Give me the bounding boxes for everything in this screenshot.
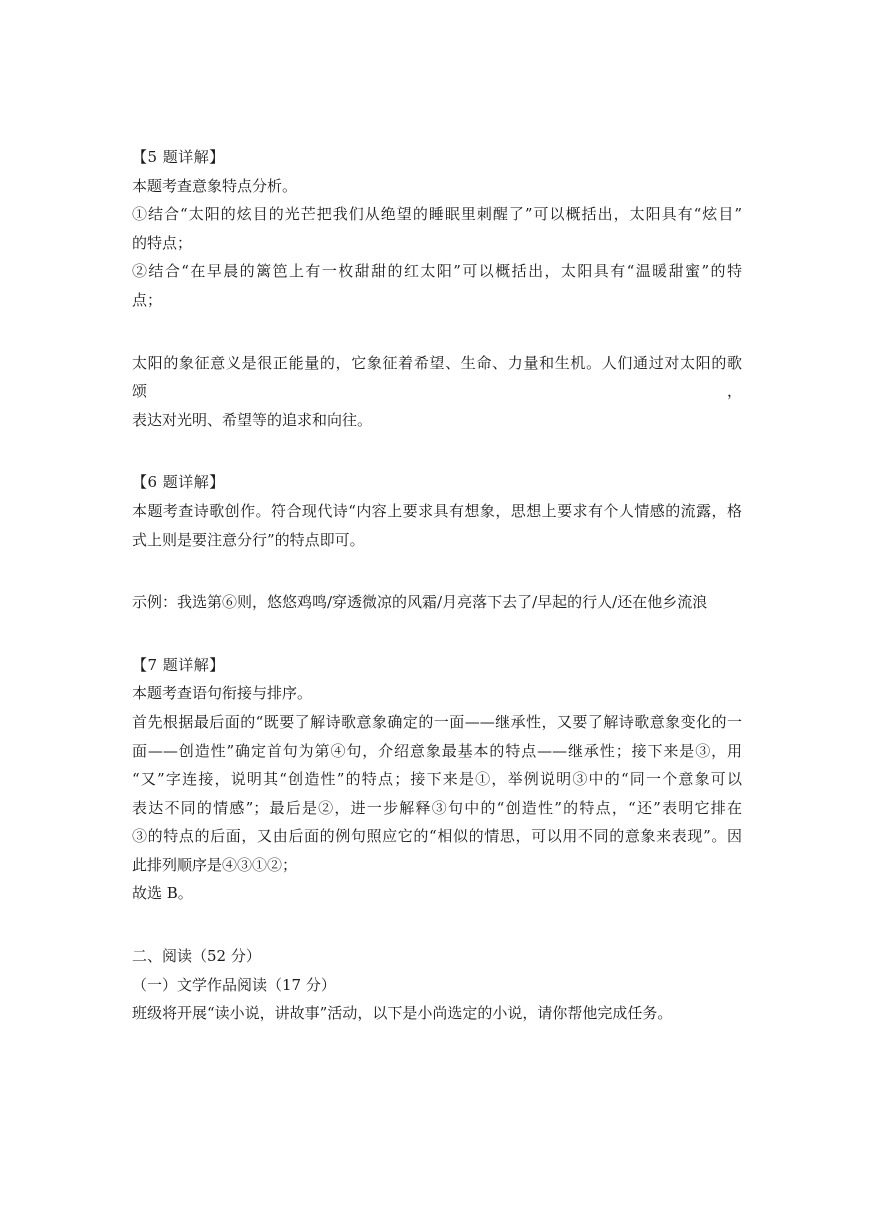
q7-line3: “又”字连接，说明其“创造性”的特点；接下来是①，举例说明③中的“同一个意象可以 — [132, 770, 742, 789]
q5-intro: 本题考查意象特点分析。 — [132, 176, 298, 195]
q7-heading: 【7 题详解】 — [132, 655, 225, 674]
q6-example: 示例：我选第⑥则，悠悠鸡鸣/穿透微凉的风霜/月亮落下去了/早起的行人/还在他乡流浪 — [132, 593, 708, 612]
spacer — [132, 434, 742, 468]
document-page — [132, 143, 742, 1028]
q5-symbol-line2: 表达对光明、希望等的追求和向往。 — [132, 410, 373, 429]
q7-line6: 此排列顺序是④③①②； — [132, 855, 298, 874]
q5-heading: 【5 题详解】 — [132, 148, 225, 166]
q6-heading: 【6 题详解】 — [132, 473, 225, 492]
q7-line1: 首先根据最后面的“既要了解诗歌意象确定的一面——继承性，又要了解诗歌意象变化的一 — [132, 712, 742, 731]
q5-symbol-line1: 太阳的象征意义是很正能量的，它象征着希望、生命、力量和生机。人们通过对太阳的歌颂， — [132, 353, 742, 401]
spacer — [132, 908, 742, 942]
part2-task: 班级将开展“读小说，讲故事”活动，以下是小尚选定的小说，请你帮他完成任务。 — [132, 1004, 673, 1023]
part2-subheading: （一）文学作品阅读（17 分） — [132, 975, 336, 994]
q7-intro: 本题考查语句衔接与排序。 — [132, 684, 313, 703]
q5-point1-line2: 的特点； — [132, 233, 193, 252]
q6-para-line2: 式上则是要注意分行”的特点即可。 — [132, 530, 365, 549]
part2-heading: 二、阅读（52 分） — [132, 947, 261, 966]
spacer — [132, 617, 742, 651]
q7-answer: 故选 B。 — [132, 884, 193, 903]
q7-line2: 面——创造性”确定首句为第④句，介绍意象最基本的特点——继承性；接下来是③，用 — [132, 741, 742, 760]
spacer — [132, 554, 742, 588]
spacer — [132, 315, 742, 349]
q7-line4: 表达不同的情感”；最后是②，进一步解释③句中的“创造性”的特点，“还”表明它排在 — [132, 798, 742, 817]
q5-point1-line1: ①结合“太阳的炫目的光芒把我们从绝望的睡眠里刺醒了”可以概括出，太阳具有“炫目” — [132, 205, 742, 224]
q5-point2-line2: 点； — [132, 290, 163, 309]
q6-para-line1: 本题考查诗歌创作。符合现代诗“内容上要求具有想象，思想上要求有个人情感的流露，格 — [132, 501, 742, 520]
q7-line5: ③的特点的后面，又由后面的例句照应它的“相似的情思，可以用不同的意象来表现”。因 — [132, 827, 742, 846]
q5-point2-line1: ②结合“在早晨的篱笆上有一枚甜甜的红太阳”可以概括出，太阳具有“温暖甜蜜”的特 — [132, 262, 742, 281]
